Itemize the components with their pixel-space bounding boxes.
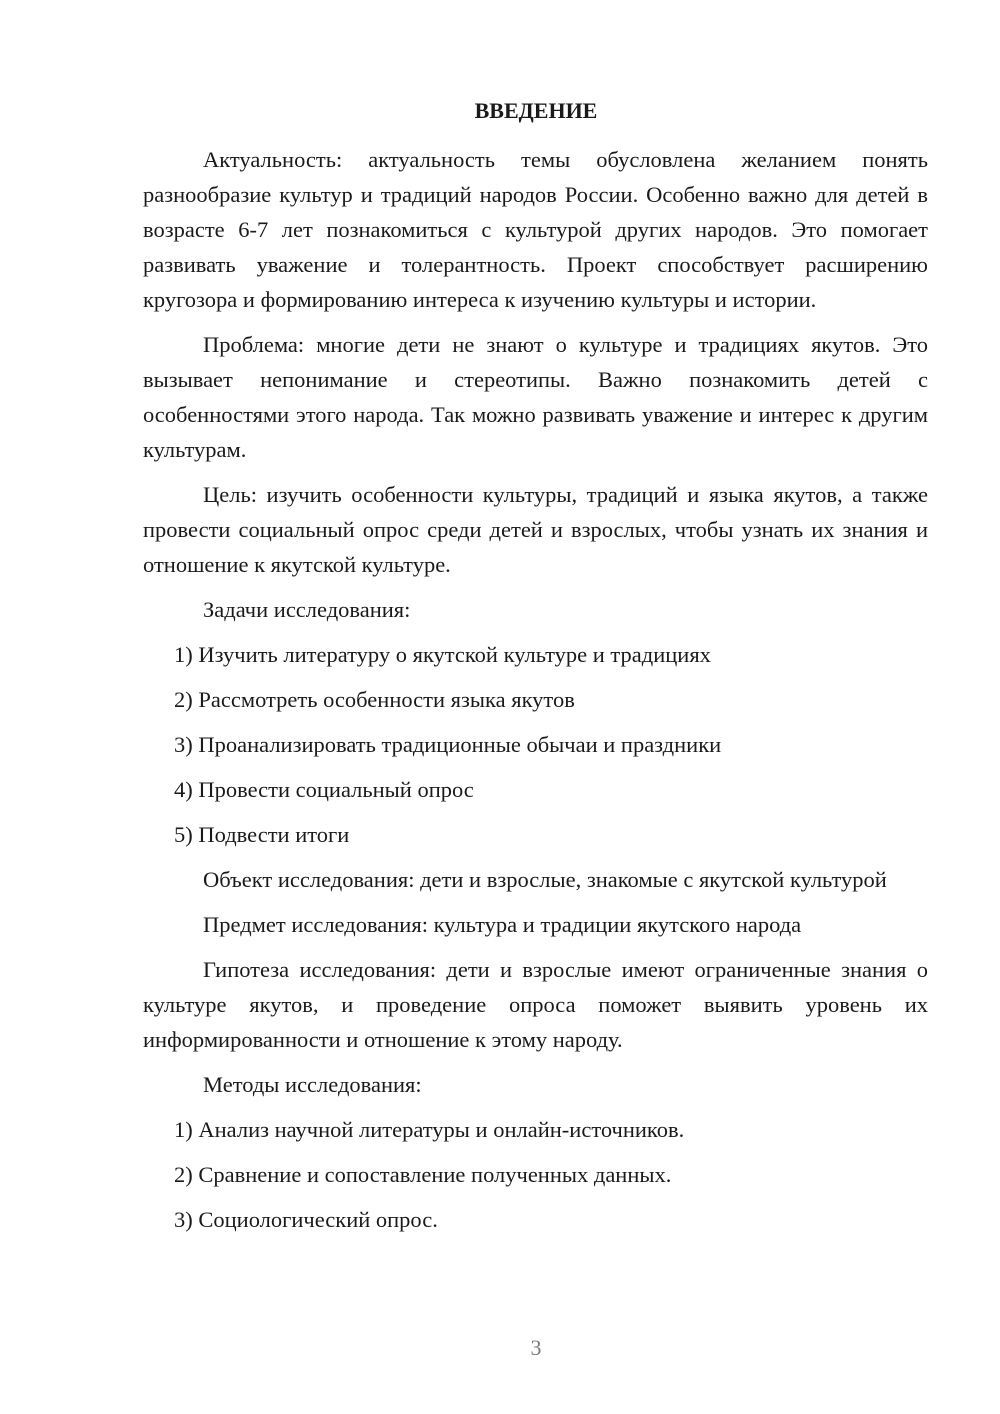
tasks-list: [143, 637, 928, 852]
problem-paragraph: Проблема: многие дети не знают о культуре и традициях якутов. Это вызывает непонимание и стереотипы. Важно познакомить детей с особенностями этого народа. Так можно развивать уважение и интерес к другим культурам.: [143, 332, 928, 462]
list-item: 1) Анализ научной литературы и онлайн-источников.: [174, 1117, 685, 1142]
goal-paragraph: Цель: изучить особенности культуры, традиций и языка якутов, а также провести социальный опрос среди детей и взрослых, чтобы узнать их знания и отношение к якутской культуре.: [143, 482, 928, 577]
methods-list: [143, 1112, 928, 1237]
list-item: 2) Сравнение и сопоставление полученных данных.: [174, 1162, 672, 1187]
list-item: 5) Подвести итоги: [174, 822, 350, 847]
list-item: 3) Проанализировать традиционные обычаи и праздники: [174, 732, 722, 757]
hypothesis-paragraph: Гипотеза исследования: дети и взрослые имеют ограниченные знания о культуре якутов, и проведение опроса поможет выявить уровень их информированности и отношение к этому народу.: [143, 957, 928, 1052]
relevance-paragraph: Актуальность: актуальность темы обусловлена желанием понять разнообразие культур и традиций народов России. Особенно важно для детей в возрасте 6-7 лет познакомиться с культурой других народов. Это помогает развивать уважение и толерантность. Проект способствует расширению кругозора и формированию интереса к изучению культуры и истории.: [143, 147, 928, 312]
subject-paragraph: Предмет исследования: культура и традиции якутского народа: [203, 912, 802, 937]
document-body: [143, 142, 928, 1247]
object-paragraph: Объект исследования: дети и взрослые, знакомые с якутской культурой: [203, 867, 887, 892]
section-title: ВВЕДЕНИЕ: [474, 98, 598, 123]
list-item: 1) Изучить литературу о якутской культуре и традициях: [174, 642, 711, 667]
list-item: 3) Социологический опрос.: [174, 1207, 438, 1232]
tasks-heading: Задачи исследования:: [203, 597, 411, 622]
methods-heading: Методы исследования:: [203, 1072, 422, 1097]
list-item: 2) Рассмотреть особенности языка якутов: [174, 687, 575, 712]
list-item: 4) Провести социальный опрос: [174, 777, 474, 802]
page-number: 3: [530, 1335, 542, 1360]
